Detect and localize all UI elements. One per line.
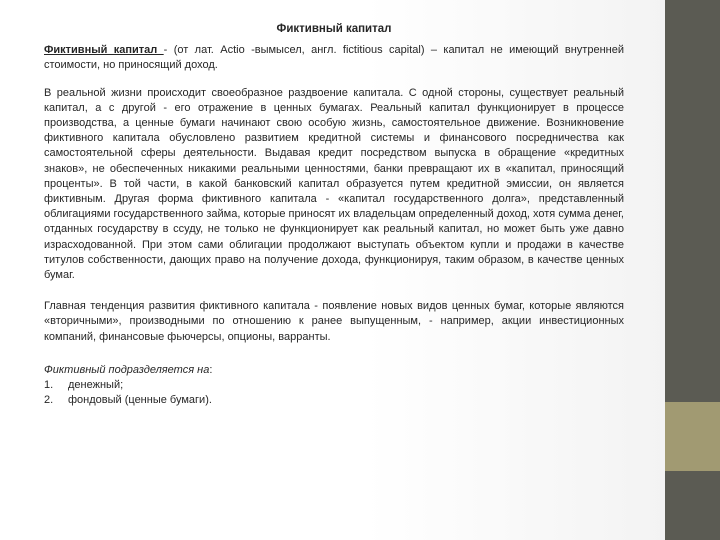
list-item-number: 2. <box>44 394 54 407</box>
list-item <box>44 393 624 408</box>
sidebar-accent-block <box>665 402 720 471</box>
list-item-text: фондовый (ценные бумаги). <box>68 394 212 407</box>
division-colon: : <box>209 363 213 376</box>
document-title: Фиктивный капитал <box>276 23 392 35</box>
division-heading: Фиктивный подразделяется на <box>44 363 210 376</box>
document-body <box>44 22 624 408</box>
list-item-number: 1. <box>44 379 54 392</box>
division-list <box>44 378 624 408</box>
sidebar-top-block <box>665 0 720 402</box>
definition-paragraph <box>44 43 624 73</box>
paragraph-main-trend: Главная тенденция развития фиктивного капитала - появление новых видов ценных бумаг, которые являются «вторичными», производными по отношению к ранее выпущенным, - например, акции инвестиционных компаний, финансовые фьючерсы, опционы, варранты. <box>44 300 624 343</box>
definition-text: - (от лат. Actio -вымысел, англ. fictitious capital) – капитал не имеющий внутренней стоимости, но приносящий доход. <box>44 44 624 72</box>
paragraph-real-capital: В реальной жизни происходит своеобразное раздвоение капитала. С одной стороны, существует реальный капитал, а с другой - его отражение в ценных бумагах. Реальный капитал функционирует в процессе производства, а ценные бумаги начинают свою особую жизнь, самостоятельное движение. Возникновение фиктивного капитала обусловлено развитием кредитной системы и финансового посредничества как самостоятельной сферы деятельности. Выдавая кредит посредством выпуска в обращение «кредитных знаков», не обеспеченных никакими реальными ценностями, банки превращают их в «капитал, приносящий проценты». В той части, в какой банковский капитал образуется путем кредитной эмиссии, он является фиктивным. Другая форма фиктивного капитала - «капитал государственного долга», представленный облигациями государственного займа, которые приносят их владельцам определенный доход, хотя сумма денег, отданных государству в ссуду, не только не функционирует как реальный капитал, но может быть уже давно израсходованной. При этом сами облигации продолжают выступать объектом купли и продажи в качестве титулов собственности, дающих право на получение дохода, функционируя, таким образом, в качестве ценных бумаг. <box>44 86 624 282</box>
defined-term: Фиктивный капитал <box>44 44 164 57</box>
list-item <box>44 378 624 393</box>
sidebar-bottom-block <box>665 471 720 540</box>
decorative-sidebar <box>665 0 720 540</box>
list-item-text: денежный; <box>68 379 124 392</box>
division-heading-line <box>44 363 624 378</box>
